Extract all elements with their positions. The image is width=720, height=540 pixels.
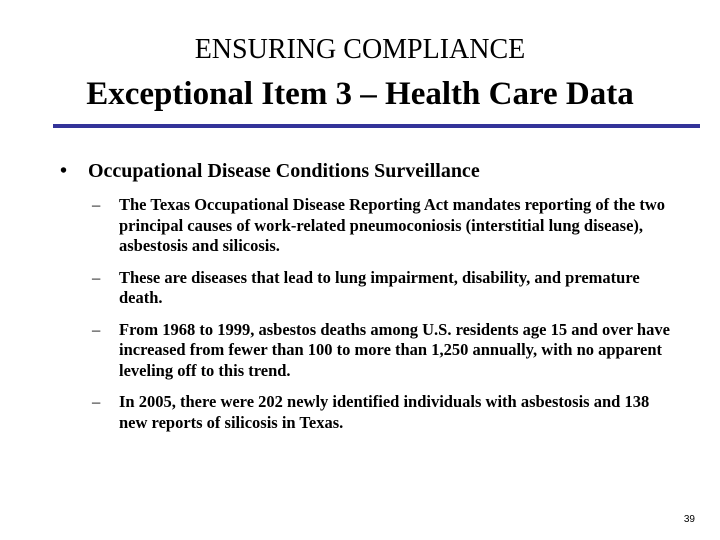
- sub-bullet-text: These are diseases that lead to lung impairment, disability, and premature death.: [119, 267, 640, 307]
- sub-bullet-text: In 2005, there were 202 newly identified individuals with asbestosis and 138 new reports of silicosis in Texas.: [119, 392, 650, 432]
- dash-icon: –: [92, 319, 101, 339]
- sub-bullet-list: [92, 195, 672, 444]
- bullet-icon: •: [60, 160, 68, 182]
- sub-bullet-item: [92, 320, 672, 382]
- dash-icon: –: [92, 392, 101, 411]
- slide-kicker: ENSURING COMPLIANCE: [194, 34, 526, 65]
- sub-bullet-text: The Texas Occupational Disease Reporting Act mandates reporting of the two principal causes of work-related pneumoconiosis (interstitial lung disease), asbestosis and silicosis.: [119, 195, 666, 255]
- dash-icon: –: [92, 195, 101, 214]
- slide-title: Exceptional Item 3 – Health Care Data: [86, 76, 634, 112]
- sub-bullet-text: From 1968 to 1999, asbestos deaths among U.S. residents age 15 and over have increased from fewer than 100 to more than 1,250 annually, with no apparent leveling off to this trend.: [119, 319, 670, 380]
- main-bullet: [60, 158, 680, 184]
- dash-icon: –: [92, 267, 101, 287]
- main-bullet-text: Occupational Disease Conditions Surveillance: [88, 160, 480, 182]
- sub-bullet-item: [92, 195, 672, 257]
- title-divider: [53, 124, 700, 128]
- page-number: 39: [683, 514, 695, 525]
- sub-bullet-item: [92, 392, 672, 433]
- sub-bullet-item: [92, 268, 672, 309]
